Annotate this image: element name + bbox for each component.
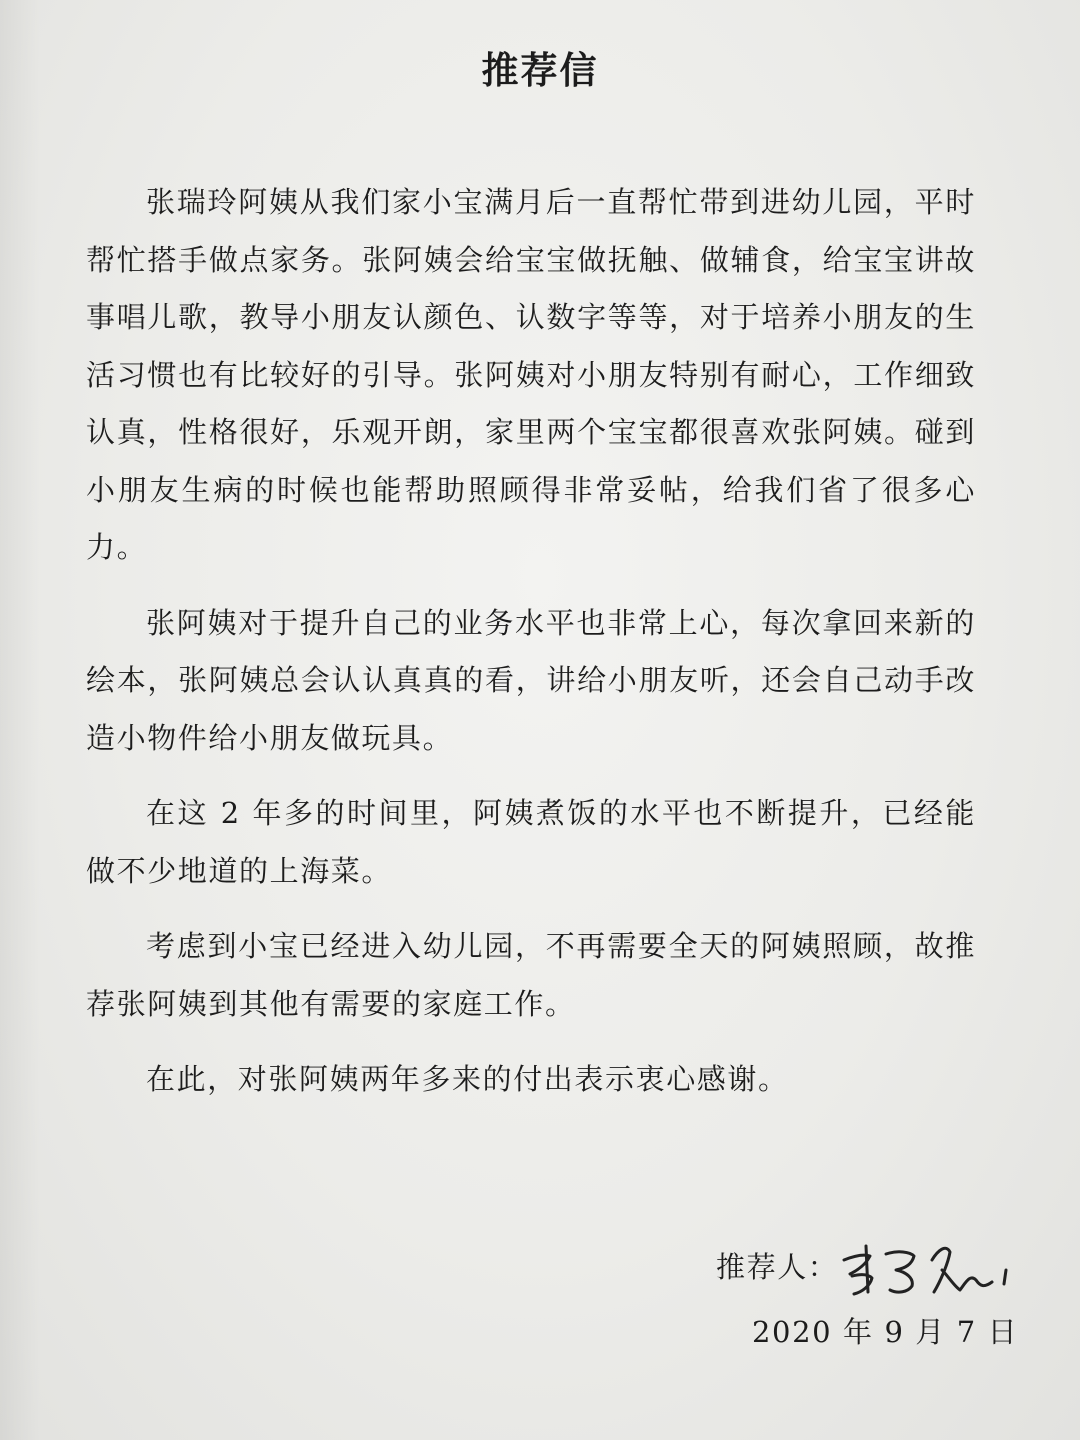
paragraph-1: 张瑞玲阿姨从我们家小宝满月后一直帮忙带到进幼儿园，平时帮忙搭手做点家务。张阿姨会给宝宝做抚触、做辅食，给宝宝讲故事唱儿歌，教导小朋友认颜色、认数字等等，对于培养小朋友的生活习惯也有比较好的引导。张阿姨对小朋友特别有耐心，工作细致认真，性格很好，乐观开朗，家里两个宝宝都很喜欢张阿姨。碰到小朋友生病的时候也能帮助照顾得非常妥帖，给我们省了很多心力。 bbox=[86, 185, 976, 564]
paragraph-4: 考虑到小宝已经进入幼儿园，不再需要全天的阿姨照顾，故推荐张阿姨到其他有需要的家庭工作。 bbox=[86, 929, 976, 1021]
letter-title: 推荐信 bbox=[481, 49, 599, 92]
paper-shadow bbox=[0, 0, 40, 1440]
letter-body bbox=[86, 174, 976, 1127]
handwritten-signature bbox=[836, 1230, 1016, 1300]
signature-label: 推荐人： bbox=[716, 1249, 839, 1284]
signature-line bbox=[716, 1230, 1016, 1300]
paragraph-2: 张阿姨对于提升自己的业务水平也非常上心，每次拿回来新的绘本，张阿姨总会认认真真的看，讲给小朋友听，还会自己动手改造小物件给小朋友做玩具。 bbox=[86, 605, 976, 755]
paragraph-5: 在此，对张阿姨两年多来的付出表示衷心感谢。 bbox=[146, 1062, 789, 1096]
paragraph-3: 在这 2 年多的时间里，阿姨煮饭的水平也不断提升，已经能做不少地道的上海菜。 bbox=[86, 796, 976, 888]
letter-date: 2020 年 9 月 7 日 bbox=[752, 1315, 1019, 1349]
